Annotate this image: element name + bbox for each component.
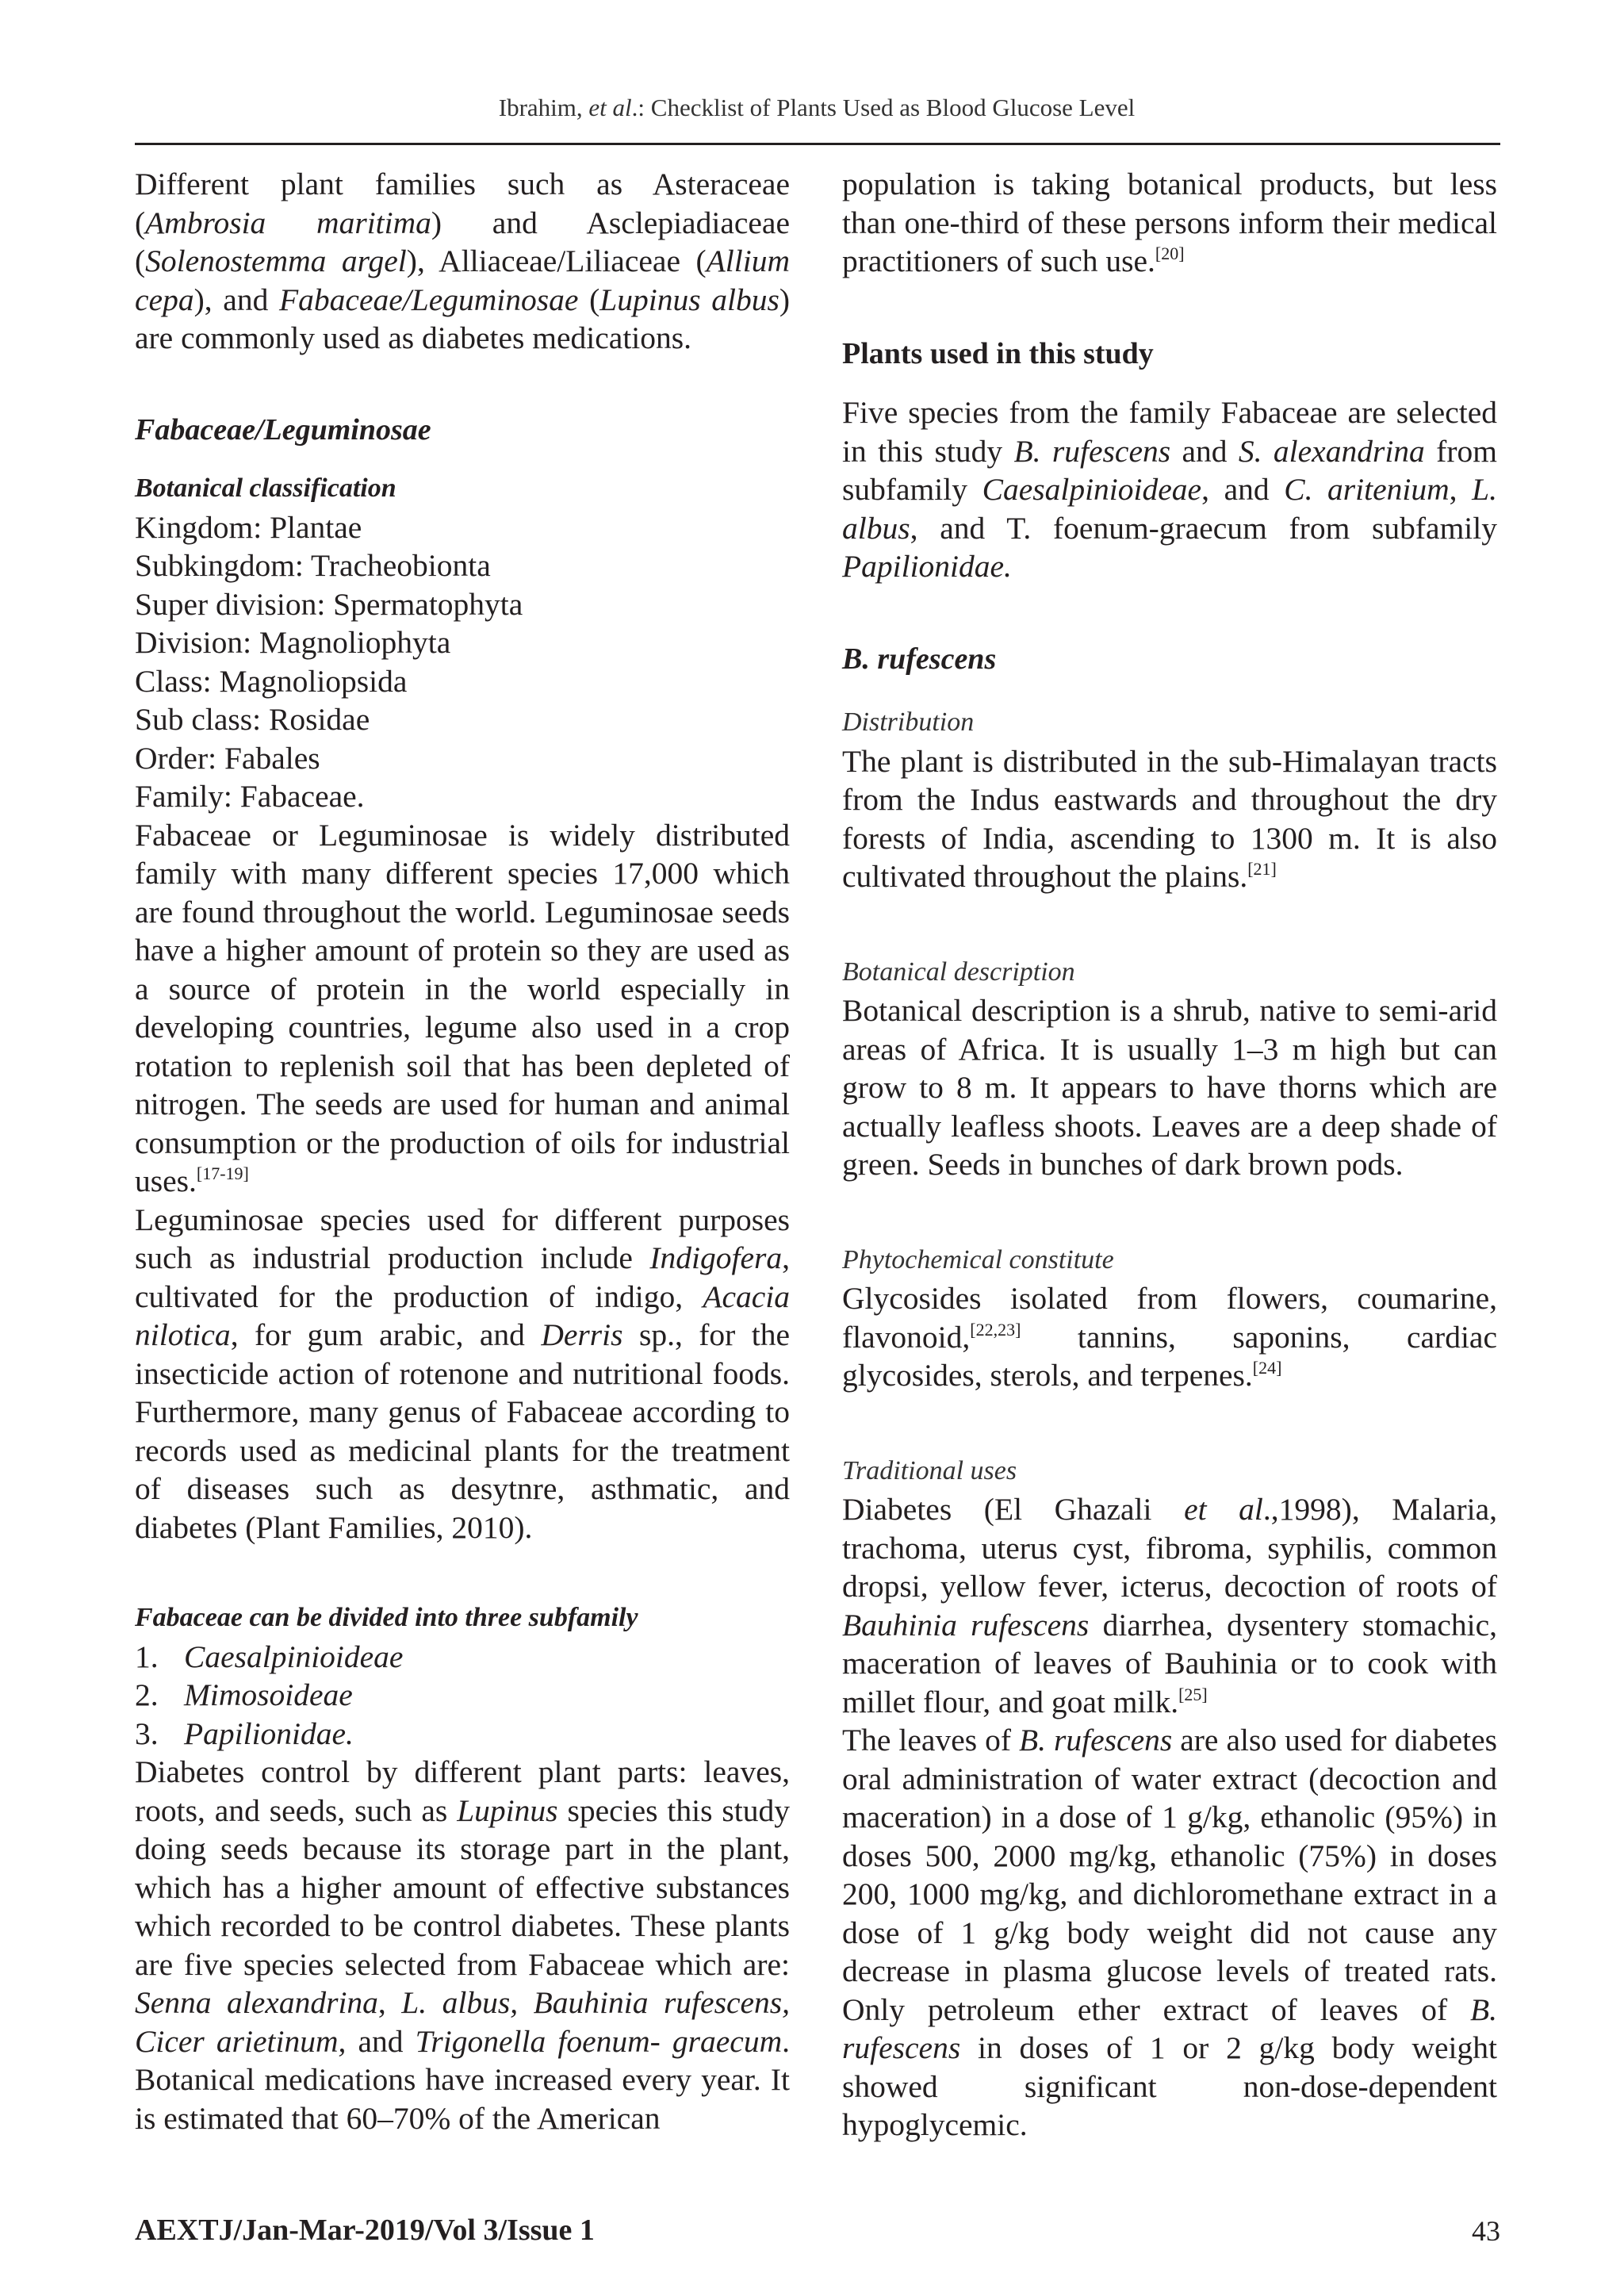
classification-item: Division: Magnoliophyta <box>135 625 451 660</box>
continuation-paragraph: population is taking botanical products, but less than one-third of these persons inform their medical practitioners of such use.[20] <box>842 167 1497 278</box>
classification-item: Sub class: Rosidae <box>135 702 370 737</box>
header-rule <box>135 143 1500 145</box>
family-heading: Fabaceae/Leguminosae <box>135 412 431 447</box>
citation: [20] <box>1155 243 1185 263</box>
subfamily-item: 3. Papilionidae. <box>135 1715 354 1751</box>
plants-heading: Plants used in this study <box>842 336 1154 370</box>
fabaceae-paragraph: Fabaceae or Leguminosae is widely distributed family with many different species 17,000 which are found throughout the world. Leguminosae seeds have a higher amount of protein so they are used as a source of protein in the world especially in developing countries, legume also used in a crop rotation to replenish soil that has been depleted of nitrogen. The seeds are used for human and animal consumption or the production of oils for industrial uses.[17-19] <box>135 817 790 1198</box>
classification-heading: Botanical classification <box>135 473 396 503</box>
classification-list <box>135 508 790 816</box>
running-header: Ibrahim, et al.: Checklist of Plants Used as Blood Glucose Level <box>498 94 1136 121</box>
citation: [24] <box>1252 1358 1282 1378</box>
classification-item: Order: Fabales <box>135 740 320 776</box>
phytochemical-heading: Phytochemical constitute <box>842 1244 1114 1274</box>
classification-item: Kingdom: Plantae <box>135 509 362 545</box>
traditional-uses-heading: Traditional uses <box>842 1455 1017 1485</box>
plants-paragraph: Five species from the family Fabaceae are selected in this study B. rufescens and S. alexandrina from subfamily Caesalpinioideae, and C. aritenium, L. albus, and T. foenum-graecum from subfamily Papilionidae. <box>842 395 1498 584</box>
citation: [21] <box>1247 859 1277 879</box>
classification-item: Family: Fabaceae. <box>135 779 365 814</box>
botanical-description-heading: Botanical description <box>842 956 1075 987</box>
classification-item: Subkingdom: Tracheobionta <box>135 548 491 583</box>
right-column <box>842 165 1497 2145</box>
citation: [25] <box>1178 1684 1208 1704</box>
traditional-uses-paragraph: Diabetes (El Ghazali et al.,1998), Malaria, trachoma, uterus cyst, fibroma, syphilis, common dropsi, yellow fever, icterus, decoction of roots of Bauhinia rufescens diarrhea, dysentery stomachic, maceration of leaves of Bauhinia or to cook with millet flour, and goat milk.[25] <box>842 1492 1498 1719</box>
distribution-paragraph: The plant is distributed in the sub-Himalayan tracts from the Indus eastwards and throughout the dry forests of India, ascending to 1300 m. It is also cultivated throughout the plains.[21] <box>842 743 1497 894</box>
classification-item: Class: Magnoliopsida <box>135 663 408 699</box>
intro-paragraph: Different plant families such as Asteraceae (Ambrosia maritima) and Asclepiadiaceae (Solenostemma argel), Alliaceae/Liliaceae (Allium cepa), and Fabaceae/Leguminosae (Lupinus albus) are commonly used as diabetes medications. <box>135 167 791 355</box>
subfamily-item: 1. Caesalpinioideae <box>135 1639 404 1674</box>
subfamily-list <box>135 1638 790 1754</box>
leaves-uses-paragraph: The leaves of B. rufescens are also used for diabetes oral administration of water extract (decoction and maceration) in a dose of 1 g/kg, ethanolic (95%) in doses 500, 2000 mg/kg, ethanolic (75%) in doses 200, 1000 mg/kg, and dichloromethane extract in a dose of 1 g/kg body weight did not cause any decrease in plasma glucose levels of treated rats. Only petroleum ether extract of leaves of B. rufescens in doses of 1 or 2 g/kg body weight showed significant non-dose-dependent hypoglycemic. <box>842 1723 1497 2142</box>
botanical-description-paragraph: Botanical description is a shrub, native to semi-arid areas of Africa. It is usually 1–3 m high but can grow to 8 m. It appears to have thorns which are actually leafless shoots. Leaves are a deep shade of green. Seeds in bunches of dark brown pods. <box>842 993 1497 1182</box>
diabetes-control-paragraph: Diabetes control by different plant parts: leaves, roots, and seeds, such as Lupinus species this study doing seeds because its storage part in the plant, which has a higher amount of effective substances which recorded to be control diabetes. These plants are five species selected from Fabaceae which are: Senna alexandrina, L. albus, Bauhinia rufescens, Cicer arietinum, and Trigonella foenum- graecum. Botanical medications have increased every year. It is estimated that 60–70% of the American <box>135 1754 790 2136</box>
left-column <box>135 165 790 2137</box>
classification-item: Super division: Spermatophyta <box>135 586 523 622</box>
subfamily-item: 2. Mimosoideae <box>135 1677 353 1712</box>
phytochemical-paragraph: Glycosides isolated from flowers, coumarine, flavonoid,[22,23] tannins, saponins, cardiac glycosides, sterols, and terpenes.[24] <box>842 1281 1497 1393</box>
citation: [22,23] <box>970 1319 1021 1340</box>
page-number: 43 <box>1472 2215 1500 2247</box>
journal-footer: AEXTJ/Jan-Mar-2019/Vol 3/Issue 1 <box>135 2214 595 2247</box>
species-heading: B. rufescens <box>842 642 997 676</box>
distribution-heading: Distribution <box>842 707 975 737</box>
leguminosae-uses-paragraph: Leguminosae species used for different purposes such as industrial production include Indigofera, cultivated for the production of indigo, Acacia nilotica, for gum arabic, and Derris sp., for the insecticide action of rotenone and nutritional foods. Furthermore, many genus of Fabaceae according to records used as medicinal plants for the treatment of diseases such as desytnre, asthmatic, and diabetes (Plant Families, 2010). <box>135 1202 791 1545</box>
citation: [17-19] <box>196 1163 249 1183</box>
subfamily-heading: Fabaceae can be divided into three subfamily <box>135 1603 638 1632</box>
